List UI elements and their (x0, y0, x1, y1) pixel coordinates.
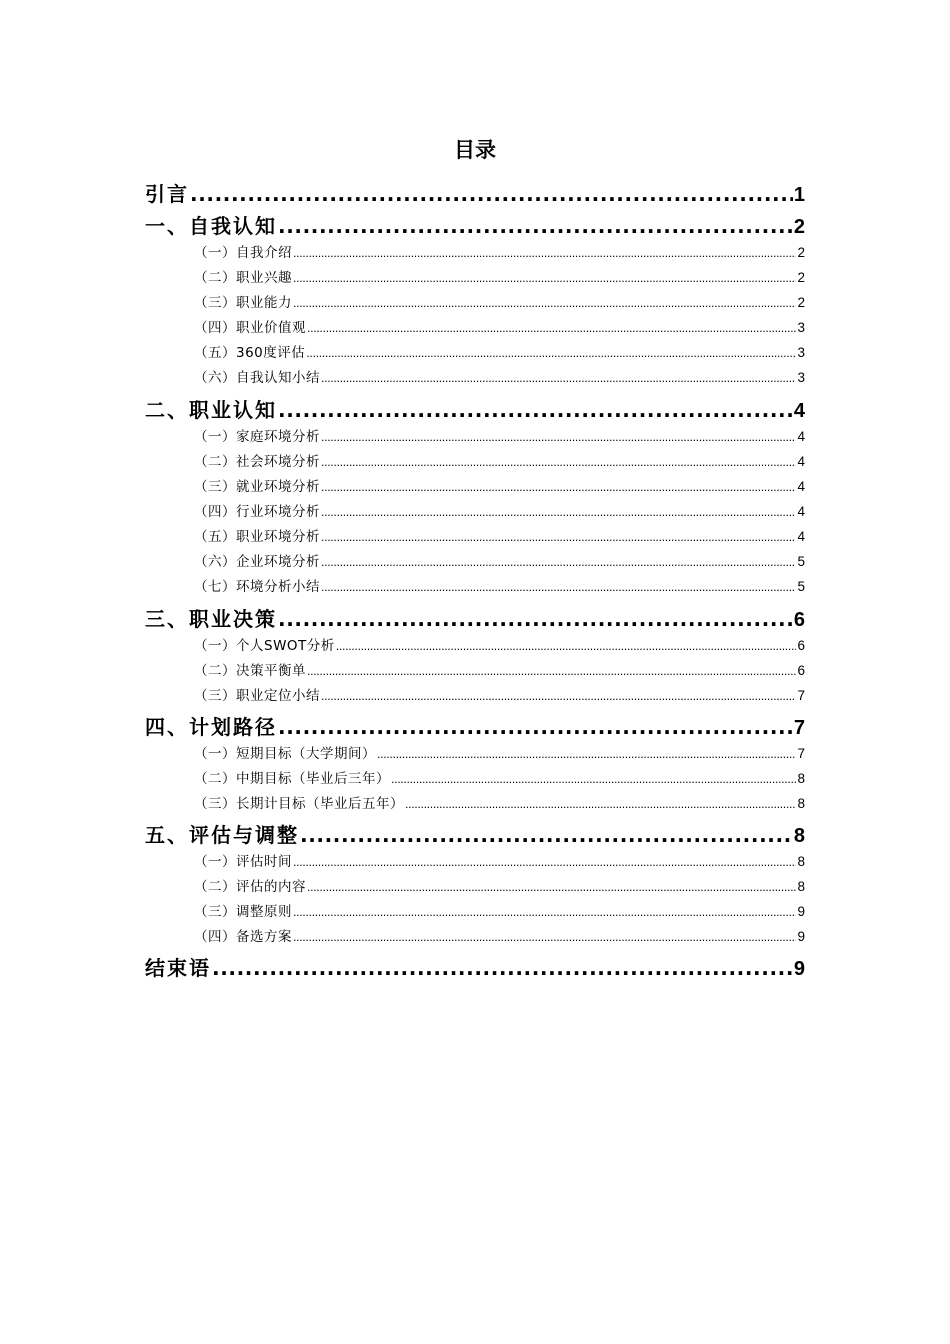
toc-entry-section[interactable] (194, 268, 805, 288)
toc-entry-label: （四）行业环境分析 (194, 504, 320, 520)
toc-entry-label: （三）调整原则 (194, 904, 292, 920)
toc-entry-section[interactable] (194, 368, 805, 388)
toc-entry-section[interactable] (194, 686, 805, 706)
toc-page-number: 4 (797, 479, 805, 494)
toc-entry-section[interactable] (194, 927, 805, 947)
toc-entry-section[interactable] (194, 577, 805, 597)
toc-dot-leader (293, 294, 796, 314)
toc-entry-label: 引言 (145, 182, 189, 206)
toc-page-number: 2 (793, 216, 805, 238)
toc-entry-label: （一）评估时间 (194, 854, 292, 870)
toc-entry-label: （六）企业环境分析 (194, 554, 320, 570)
toc-page-number: 9 (797, 929, 805, 944)
toc-dot-leader (278, 396, 793, 424)
toc-entry-section[interactable] (194, 527, 805, 547)
toc-page-number: 9 (793, 958, 805, 980)
toc-entry-label: 二、职业认知 (145, 398, 277, 422)
toc-page-number: 2 (797, 270, 805, 285)
toc-dot-leader (278, 713, 793, 741)
toc-dot-leader (405, 795, 796, 815)
toc-page-number: 2 (797, 295, 805, 310)
toc-page-number: 7 (797, 688, 805, 703)
toc-page-number: 3 (797, 370, 805, 385)
toc-dot-leader (293, 269, 796, 289)
toc-entry-section[interactable] (194, 744, 805, 764)
toc-page-number: 4 (797, 529, 805, 544)
toc-entry-section[interactable] (194, 877, 805, 897)
toc-page-number: 1 (793, 184, 805, 206)
toc-entry-label: （二）中期目标（毕业后三年） (194, 771, 390, 787)
toc-page-number: 4 (797, 454, 805, 469)
toc-entry-section[interactable] (194, 477, 805, 497)
toc-dot-leader (321, 478, 796, 498)
toc-dot-leader (321, 428, 796, 448)
toc-dot-leader (293, 853, 796, 873)
toc-dot-leader (190, 180, 793, 208)
toc-entry-label: （五）职业环境分析 (194, 529, 320, 545)
toc-entry-section[interactable] (194, 318, 805, 338)
toc-page-number: 8 (797, 854, 805, 869)
toc-dot-leader (336, 637, 797, 657)
toc-entry-chapter[interactable] (145, 713, 805, 741)
toc-page-number: 6 (797, 638, 805, 653)
toc-entry-label: 四、计划路径 (145, 715, 277, 739)
toc-entry-label: （一）个人SWOT分析 (194, 638, 335, 654)
toc-entry-section[interactable] (194, 852, 805, 872)
toc-entry-label: （一）家庭环境分析 (194, 429, 320, 445)
toc-entry-label: （三）职业能力 (194, 295, 292, 311)
toc-entry-section[interactable] (194, 794, 805, 814)
toc-entry-section[interactable] (194, 636, 805, 656)
toc-page-number: 4 (797, 429, 805, 444)
toc-dot-leader (321, 578, 796, 598)
toc-dot-leader (377, 745, 796, 765)
toc-entry-label: （五）360度评估 (194, 345, 306, 361)
toc-page-number: 8 (793, 825, 805, 847)
toc-dot-leader (300, 821, 793, 849)
toc-entry-chapter[interactable] (145, 396, 805, 424)
toc-page-number: 7 (797, 746, 805, 761)
toc-entry-label: 一、自我认知 (145, 214, 277, 238)
toc-page-number: 6 (793, 609, 805, 631)
toc-entry-section[interactable] (194, 427, 805, 447)
toc-entry-label: （三）就业环境分析 (194, 479, 320, 495)
toc-entry-label: （二）决策平衡单 (194, 663, 306, 679)
toc-entry-chapter[interactable] (145, 954, 805, 982)
toc-entry-section[interactable] (194, 552, 805, 572)
toc-dot-leader (321, 369, 796, 389)
toc-entry-section[interactable] (194, 343, 805, 363)
toc-dot-leader (307, 319, 796, 339)
toc-entry-label: （四）职业价值观 (194, 320, 306, 336)
toc-entry-label: （三）长期计目标（毕业后五年） (194, 796, 404, 812)
toc-entry-label: （七）环境分析小结 (194, 579, 320, 595)
toc-dot-leader (321, 687, 796, 707)
toc-page-number: 7 (793, 717, 805, 739)
toc-entry-label: 三、职业决策 (145, 607, 277, 631)
toc-entry-section[interactable] (194, 902, 805, 922)
toc-page-number: 9 (797, 904, 805, 919)
toc-entry-label: 结束语 (145, 956, 211, 980)
toc-entry-section[interactable] (194, 769, 805, 789)
toc-page-number: 5 (797, 554, 805, 569)
toc-entry-label: （一）自我介绍 (194, 245, 292, 261)
toc-entry-label: 五、评估与调整 (145, 823, 299, 847)
toc-entry-label: （二）社会环境分析 (194, 454, 320, 470)
toc-dot-leader (293, 903, 796, 923)
toc-page-number: 8 (797, 796, 805, 811)
toc-entry-chapter[interactable] (145, 180, 805, 208)
toc-dot-leader (278, 212, 793, 240)
toc-dot-leader (212, 954, 793, 982)
toc-dot-leader (307, 878, 796, 898)
toc-entry-section[interactable] (194, 293, 805, 313)
toc-entry-chapter[interactable] (145, 821, 805, 849)
toc-title: 目录 (454, 138, 496, 162)
toc-page-number: 3 (797, 345, 805, 360)
toc-entry-section[interactable] (194, 502, 805, 522)
toc-dot-leader (278, 605, 793, 633)
toc-entry-label: （三）职业定位小结 (194, 688, 320, 704)
toc-dot-leader (321, 503, 796, 523)
toc-dot-leader (391, 770, 796, 790)
toc-dot-leader (321, 453, 796, 473)
toc-entry-section[interactable] (194, 243, 805, 263)
toc-entry-section[interactable] (194, 452, 805, 472)
toc-dot-leader (321, 553, 796, 573)
toc-entry-label: （六）自我认知小结 (194, 370, 320, 386)
toc-entry-section[interactable] (194, 661, 805, 681)
toc-entry-label: （四）备选方案 (194, 929, 292, 945)
toc-dot-leader (306, 344, 796, 364)
toc-entry-chapter[interactable] (145, 212, 805, 240)
toc-page-number: 5 (797, 579, 805, 594)
toc-page-number: 6 (797, 663, 805, 678)
toc-page-number: 2 (797, 245, 805, 260)
toc-dot-leader (321, 528, 796, 548)
toc-dot-leader (293, 928, 796, 948)
toc-dot-leader (307, 662, 796, 682)
toc-page-number: 3 (797, 320, 805, 335)
toc-entry-label: （一）短期目标（大学期间） (194, 746, 376, 762)
toc-page-number: 8 (797, 879, 805, 894)
toc-entry-chapter[interactable] (145, 605, 805, 633)
toc-entry-label: （二）评估的内容 (194, 879, 306, 895)
toc-dot-leader (293, 244, 796, 264)
toc-page-number: 4 (797, 504, 805, 519)
toc-entry-label: （二）职业兴趣 (194, 270, 292, 286)
toc-page-number: 4 (793, 400, 805, 422)
toc-page-number: 8 (797, 771, 805, 786)
